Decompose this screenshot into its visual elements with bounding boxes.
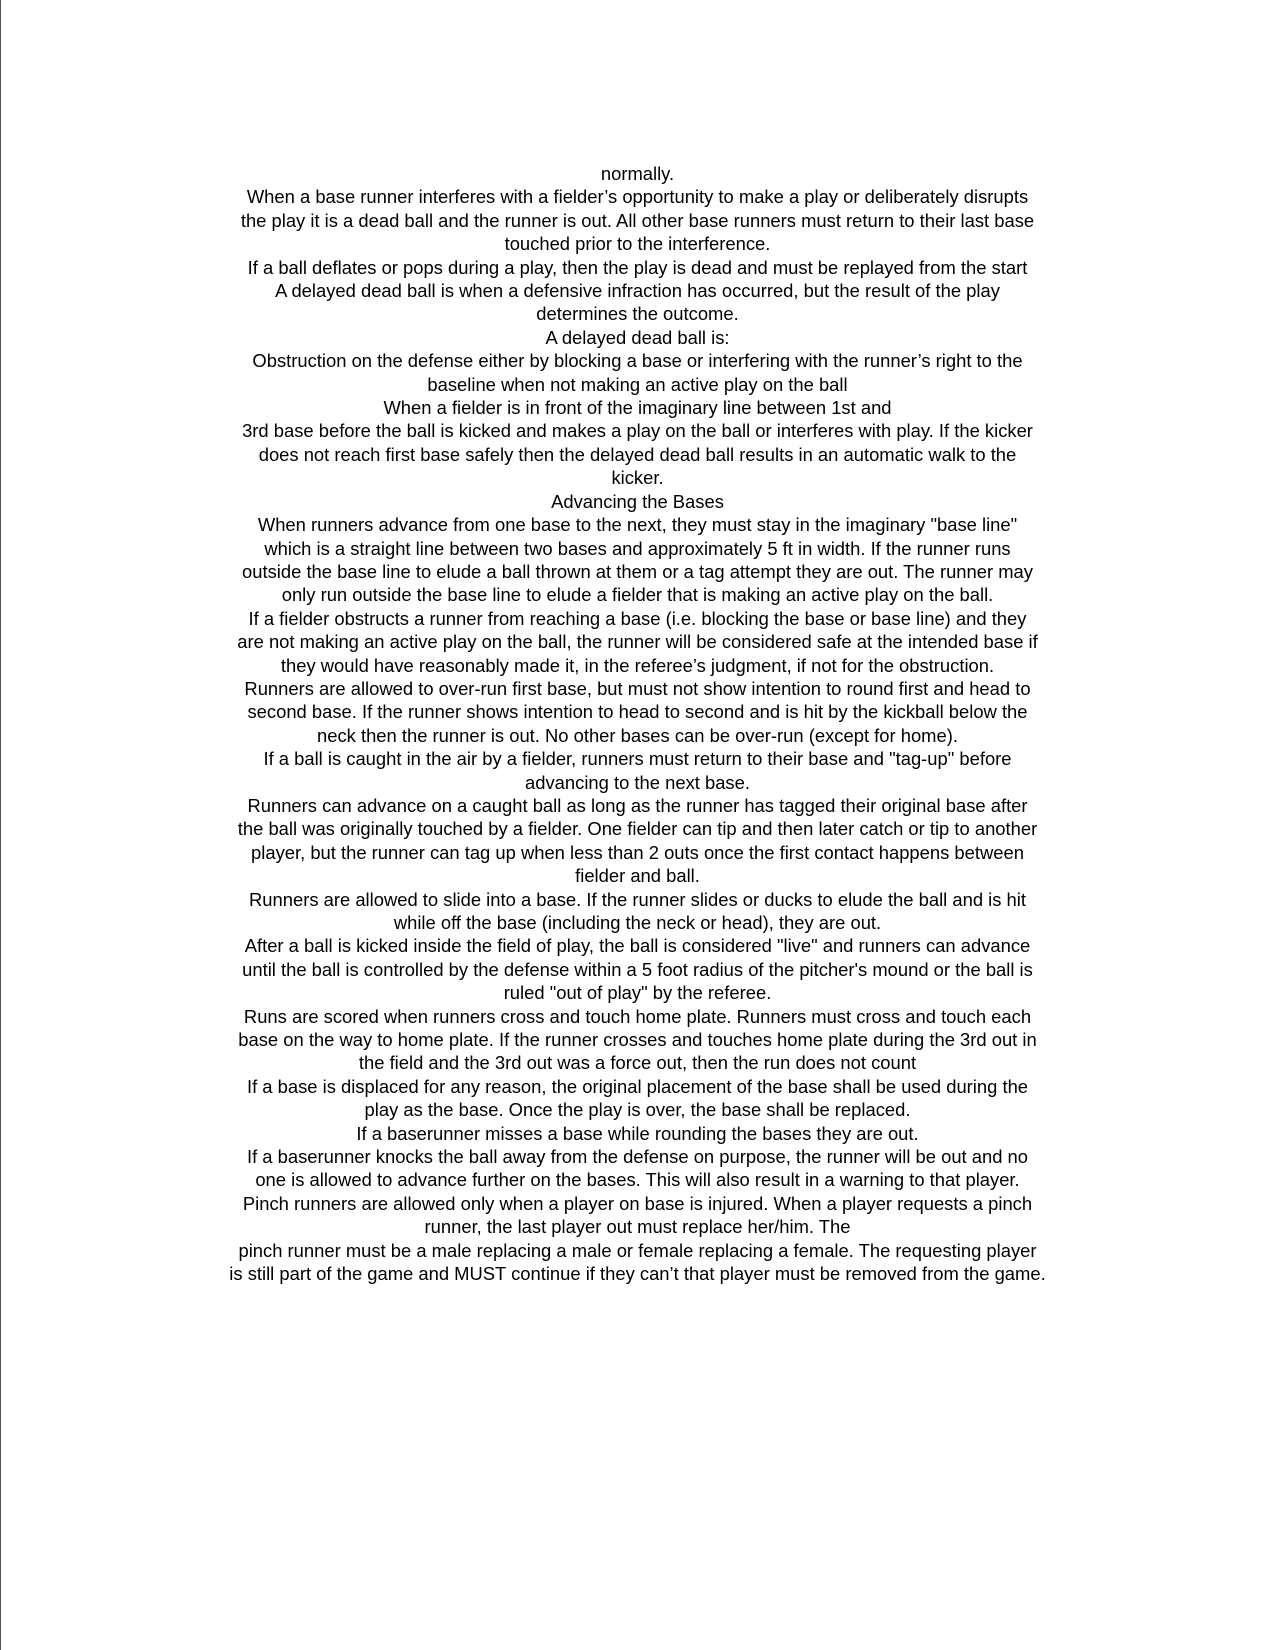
text-line: Obstruction on the defense either by blocking a base or interfering with the runner’s right to the	[252, 350, 1023, 372]
text-line: while off the base (including the neck or head), they are out.	[393, 912, 882, 933]
text-line: until the ball is controlled by the defense within a 5 foot radius of the pitcher's mound or the ball is	[242, 958, 1033, 980]
text-line: When a base runner interferes with a fielder’s opportunity to make a play or deliberately disrupts	[246, 186, 1029, 208]
text-line: baseline when not making an active play on the ball	[427, 373, 848, 395]
text-line: the field and the 3rd out was a force out, then the run does not count	[358, 1052, 917, 1074]
text-line: neck then the runner is out. No other bases can be over-run (except for home).	[317, 724, 958, 746]
text-line: touched prior to the interference.	[504, 233, 771, 255]
text-line: second base. If the runner shows intention to head to second and is hit by the kickball below the	[247, 701, 1028, 723]
text-line: A delayed dead ball is:	[545, 326, 730, 348]
text-line: If a fielder obstructs a runner from reaching a base (i.e. blocking the base or base line) and they	[248, 607, 1027, 629]
text-line: the ball was originally touched by a fielder. One fielder can tip and then later catch or tip to another	[237, 818, 1038, 840]
text-line: one is allowed to advance further on the bases. This will also result in a warning to that player.	[255, 1169, 1020, 1191]
text-line: Runners are allowed to over-run first base, but must not show intention to round first and head to	[244, 677, 1031, 699]
text-line: If a base is displaced for any reason, the original placement of the base shall be used during the	[246, 1075, 1029, 1097]
section-heading: Advancing the Bases	[551, 490, 724, 512]
text-line: Runners are allowed to slide into a base. If the runner slides or ducks to elude the ball and is hit	[249, 888, 1026, 910]
text-line: If a baserunner knocks the ball away from the defense on purpose, the runner will be out and no	[246, 1146, 1029, 1168]
text-line: If a ball deflates or pops during a play, then the play is dead and must be replayed from the start	[247, 256, 1028, 278]
text-line: When runners advance from one base to the next, they must stay in the imaginary "base line"	[257, 514, 1018, 536]
text-line: If a baserunner misses a base while rounding the bases they are out.	[356, 1122, 919, 1144]
text-line: pinch runner must be a male replacing a male or female replacing a female. The requesting player	[238, 1239, 1037, 1261]
text-line: base on the way to home plate. If the runner crosses and touches home plate during the 3rd out in	[238, 1029, 1037, 1051]
text-line: A delayed dead ball is when a defensive infraction has occurred, but the result of the play	[275, 280, 1000, 302]
text-line: Runners can advance on a caught ball as long as the runner has tagged their original base after	[247, 794, 1028, 816]
text-line: When a fielder is in front of the imaginary line between 1st and	[383, 397, 892, 419]
text-line: they would have reasonably made it, in the referee’s judgment, if not for the obstruction.	[280, 654, 995, 676]
text-line: 3rd base before the ball is kicked and makes a play on the ball or interferes with play. If the kicker	[242, 420, 1033, 442]
text-line: is still part of the game and MUST continue if they can’t that player must be removed from the game.	[229, 1263, 1046, 1285]
text-line: fielder and ball.	[575, 865, 700, 887]
text-line: Pinch runners are allowed only when a player on base is injured. When a player requests a pinch	[242, 1192, 1033, 1214]
text-line: the play it is a dead ball and the runner is out. All other base runners must return to their last base	[240, 209, 1035, 231]
text-line: Runs are scored when runners cross and touch home plate. Runners must cross and touch each	[243, 1005, 1032, 1027]
text-line: normally.	[600, 163, 675, 184]
text-line: runner, the last player out must replace her/him. The	[424, 1216, 851, 1238]
text-line: are not making an active play on the ball, the runner will be considered safe at the intended base if	[237, 631, 1038, 653]
text-line: advancing to the next base.	[525, 771, 750, 793]
text-line: After a ball is kicked inside the field of play, the ball is considered "live" and runners can advance	[244, 935, 1031, 957]
text-line: only run outside the base line to elude a fielder that is making an active play on the ball.	[281, 584, 994, 606]
text-line: ruled "out of play" by the referee.	[503, 982, 772, 1004]
document-body	[160, 162, 1115, 1286]
text-line: player, but the runner can tag up when less than 2 outs once the first contact happens between	[251, 841, 1024, 863]
text-line: kicker.	[611, 467, 664, 489]
text-line: which is a straight line between two bases and approximately 5 ft in width. If the runner runs	[264, 537, 1011, 559]
page-left-edge	[0, 0, 1, 1650]
text-line: outside the base line to elude a ball thrown at them or a tag attempt they are out. The runner may	[242, 560, 1033, 582]
text-line: determines the outcome.	[536, 303, 739, 325]
text-line: play as the base. Once the play is over, the base shall be replaced.	[364, 1099, 911, 1121]
text-line: does not reach first base safely then the delayed dead ball results in an automatic walk to the	[258, 443, 1017, 465]
text-line: If a ball is caught in the air by a fielder, runners must return to their base and "tag-up" before	[263, 748, 1012, 770]
